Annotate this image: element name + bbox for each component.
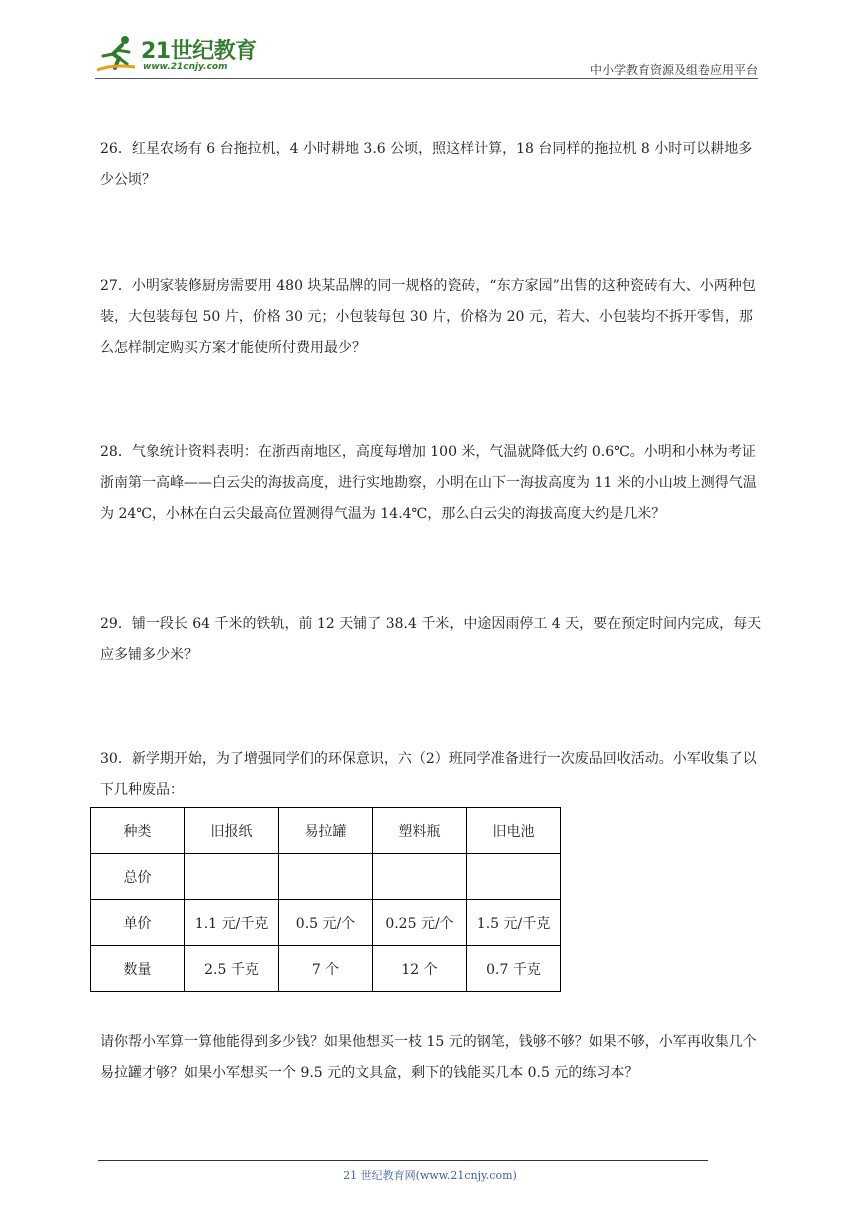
table-cell: 易拉罐 (279, 808, 373, 854)
table-row (91, 854, 561, 900)
logo-url: www.21cnjy.com (143, 62, 228, 72)
table-cell: 塑料瓶 (373, 808, 467, 854)
footer-link[interactable]: 21 世纪教育网(www.21cnjy.com) (343, 1169, 517, 1182)
question-28 (100, 437, 762, 530)
table-row (91, 808, 561, 854)
footer-divider (98, 1160, 708, 1161)
table-cell (279, 854, 373, 900)
table-row (91, 946, 561, 992)
question-text: 28．气象统计资料表明：在浙西南地区，高度每增加 100 米，气温就降低大约 0.6℃。小明和小林为考证浙南第一高峰——白云尖的海拔高度，进行实地勘察，小明在山下一海拔高度为 11 米的小山坡上测得气温为 24℃，小林在白云尖最高位置测得气温为 14.4℃，那么白云尖的海拔高度大约是几米？ (100, 444, 757, 522)
question-30-followup (100, 1027, 762, 1089)
table-cell: 种类 (91, 808, 185, 854)
logo (95, 30, 265, 76)
question-text: 请你帮小军算一算他能得到多少钱？如果他想买一枝 15 元的钢笔，钱够不够？如果不够，小军再收集几个易拉罐才够？如果小军想买一个 9.5 元的文具盒，剩下的钱能买几本 0.5 元的练习本？ (100, 1034, 757, 1081)
table-cell: 旧电池 (467, 808, 561, 854)
table-cell: 0.5 元/个 (279, 900, 373, 946)
platform-label: 中小学教育资源及组卷应用平台 (589, 63, 758, 77)
table-cell: 单价 (91, 900, 185, 946)
table-cell: 12 个 (373, 946, 467, 992)
table-cell (373, 854, 467, 900)
question-text: 30．新学期开始，为了增强同学们的环保意识，六（2）班同学准备进行一次废品回收活动。小军收集了以下几种废品： (100, 751, 757, 798)
table-cell: 0.25 元/个 (373, 900, 467, 946)
header-divider (95, 78, 758, 79)
question-text: 29．铺一段长 64 千米的铁轨，前 12 天铺了 38.4 千米，中途因雨停工 4 天，要在预定时间内完成，每天应多铺多少米？ (100, 616, 762, 663)
table-cell (467, 854, 561, 900)
table-row (91, 900, 561, 946)
page-header (95, 30, 758, 80)
table-cell: 数量 (91, 946, 185, 992)
question-text: 27．小明家装修厨房需要用 480 块某品牌的同一规格的瓷砖，“东方家园”出售的这种瓷砖有大、小两种包装，大包装每包 50 片，价格 30 元；小包装每包 30 片，价格为 20 元，若大、小包装均不拆开零售，那么怎样制定购买方案才能使所付费用最少？ (100, 278, 756, 356)
table-cell: 2.5 千克 (185, 946, 279, 992)
question-30 (100, 744, 762, 806)
table-cell: 总价 (91, 854, 185, 900)
table-cell: 7 个 (279, 946, 373, 992)
table-cell: 1.5 元/千克 (467, 900, 561, 946)
runner-logo-icon (95, 34, 139, 74)
table-cell: 旧报纸 (185, 808, 279, 854)
logo-text: 21世纪教育 (141, 39, 257, 64)
table-cell: 0.7 千克 (467, 946, 561, 992)
table-cell: 1.1 元/千克 (185, 900, 279, 946)
question-26 (100, 134, 762, 196)
question-29 (100, 609, 762, 671)
table-cell (185, 854, 279, 900)
waste-table (90, 807, 561, 992)
question-text: 26．红星农场有 6 台拖拉机，4 小时耕地 3.6 公顷，照这样计算，18 台同样的拖拉机 8 小时可以耕地多少公顷？ (100, 141, 753, 188)
question-27 (100, 271, 762, 364)
